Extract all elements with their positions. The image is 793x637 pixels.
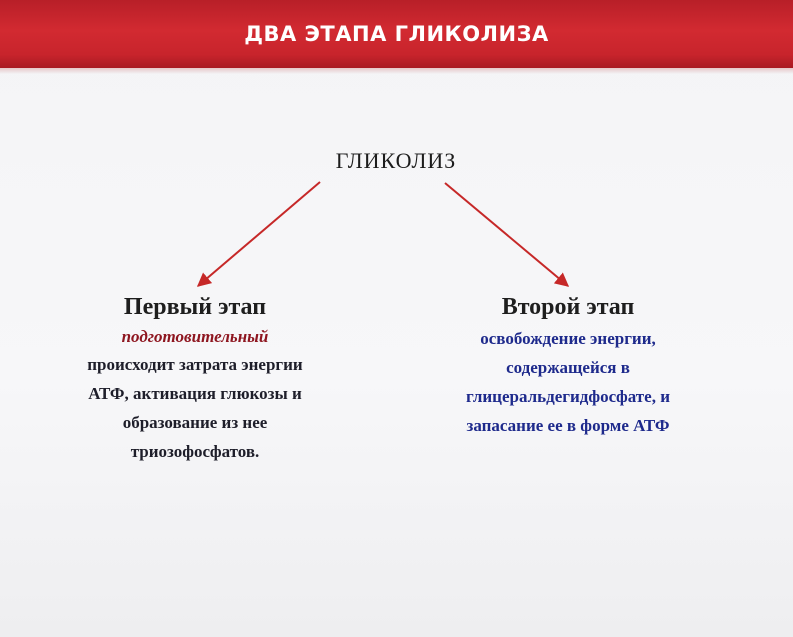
first-stage-line-2: АТФ, активация глюкозы и [88, 384, 302, 403]
arrow-to-second-stage [445, 183, 568, 286]
second-stage-block [418, 290, 718, 440]
first-stage-title: Первый этап [123, 294, 267, 320]
first-stage-line-3: образование из нее [122, 413, 268, 432]
second-stage-title: Второй этап [501, 294, 635, 320]
arrow-to-first-stage [198, 182, 320, 286]
second-stage-line-1: освобождение энергии, [480, 329, 656, 348]
first-stage-block [40, 290, 350, 466]
second-stage-line-3: глицеральдегидфосфате, и [465, 387, 671, 406]
first-stage-subtitle: подготовительный [121, 327, 269, 346]
second-stage-line-2: содержащейся в [506, 358, 630, 377]
first-stage-description [40, 350, 350, 466]
second-stage-line-4: запасание ее в форме АТФ [466, 416, 670, 435]
slide-title: ДВА ЭТАПА ГЛИКОЛИЗА [244, 22, 549, 46]
glycolysis-heading: ГЛИКОЛИЗ [335, 148, 457, 173]
first-stage-line-4: триозофосфатов. [130, 442, 260, 461]
second-stage-description [418, 324, 718, 440]
first-stage-line-1: происходит затрата энергии [87, 355, 303, 374]
